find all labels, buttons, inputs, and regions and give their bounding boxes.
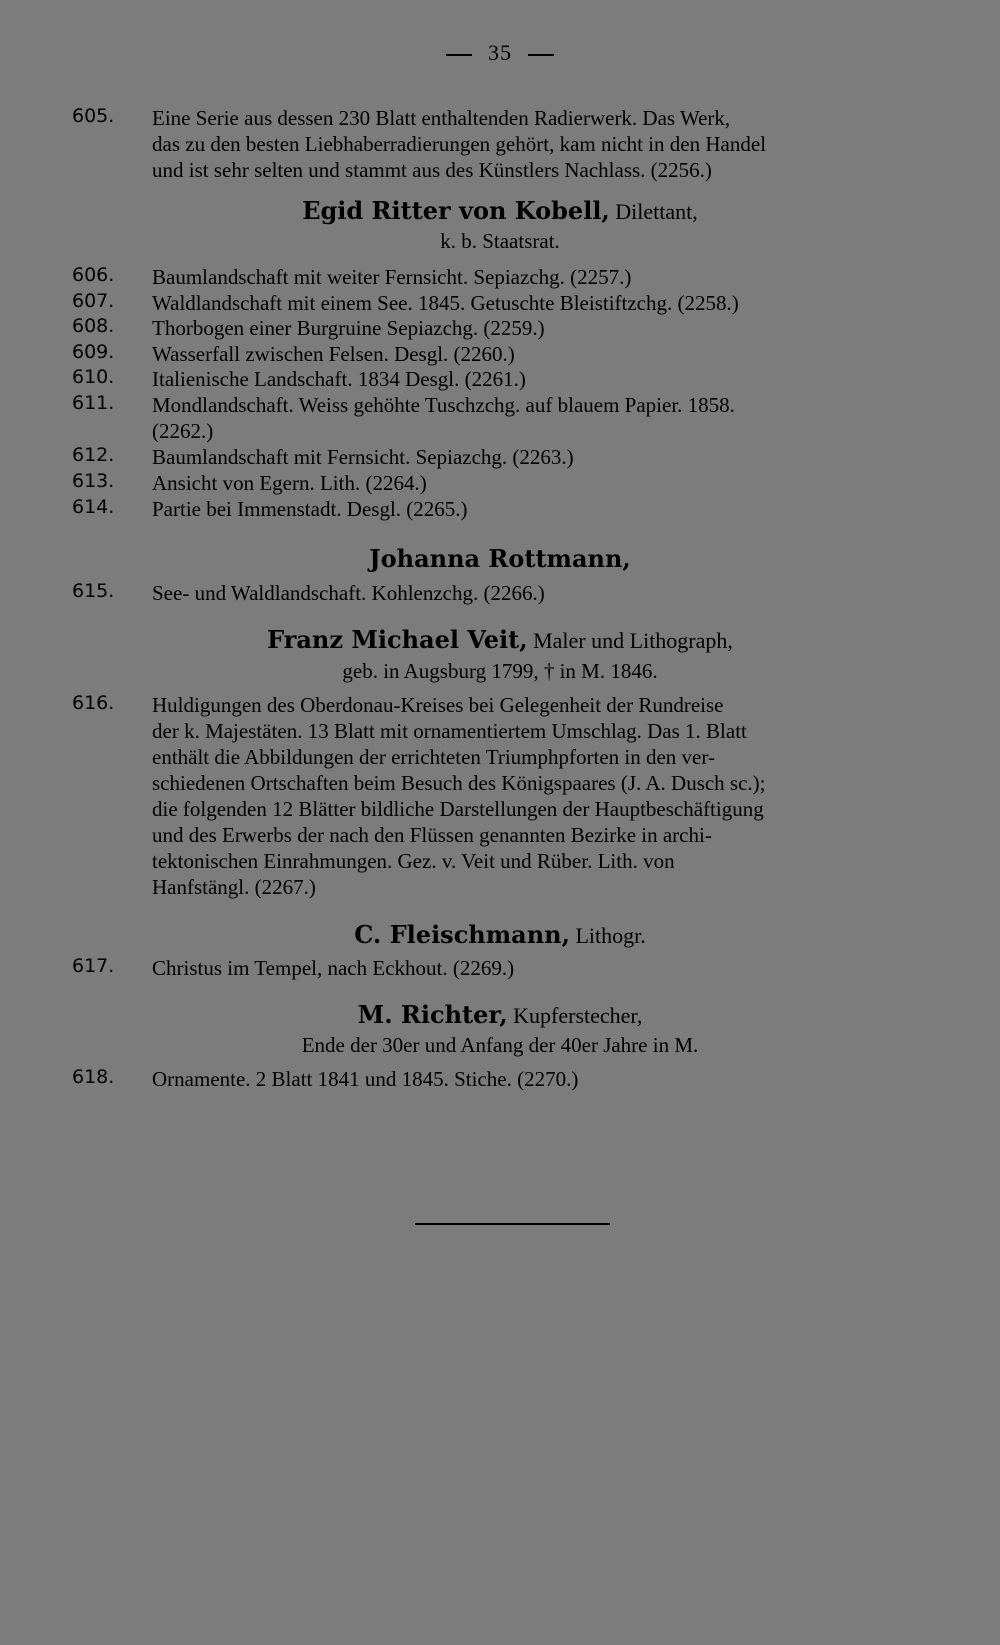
artist-name: Franz Michael Veit, (267, 625, 528, 654)
entry-line: Wasserfall zwischen Felsen. Desgl. (2260.) (152, 342, 515, 366)
entry-line: Baumlandschaft mit weiter Fernsicht. Sepiazchg. (2257.) (152, 265, 632, 289)
dash-right (528, 54, 554, 56)
catalog-entry (72, 392, 942, 444)
entry-line: Hanfstängl. (2267.) (152, 875, 316, 899)
artist-heading (0, 920, 1000, 949)
entry-line: Huldigungen des Oberdonau-Kreises bei Gelegenheit der Rundreise (152, 693, 724, 717)
catalog-entry (72, 580, 942, 606)
entry-line: Baumlandschaft mit Fernsicht. Sepiazchg. (2263.) (152, 445, 574, 469)
catalog-entry (72, 341, 942, 367)
entry-number: 609. (72, 341, 115, 363)
artist-name: M. Richter, (357, 1000, 508, 1029)
entry-number: 611. (72, 392, 115, 414)
entry-line: (2262.) (152, 419, 214, 443)
artist-heading (0, 1000, 1000, 1029)
entry-line: und des Erwerbs der nach den Flüssen genannten Bezirke in archi- (152, 823, 712, 847)
artist-subtitle: Ende der 30er und Anfang der 40er Jahre in M. (301, 1033, 699, 1057)
catalog-entry (72, 496, 942, 522)
entry-line: Ornamente. 2 Blatt 1841 und 1845. Stiche. (2270.) (152, 1067, 579, 1091)
entry-line: und ist sehr selten und stammt aus des Künstlers Nachlass. (2256.) (152, 158, 712, 182)
catalog-entry (72, 105, 942, 183)
catalog-entry (72, 366, 942, 392)
entry-line: Waldlandschaft mit einem See. 1845. Getuschte Bleistiftzchg. (2258.) (152, 291, 739, 315)
page-number: 35 (0, 40, 1000, 66)
entry-line: Christus im Tempel, nach Eckhout. (2269.) (152, 956, 515, 980)
entry-line: Partie bei Immenstadt. Desgl. (2265.) (152, 497, 468, 521)
entry-line: die folgenden 12 Blätter bildliche Darstellungen der Hauptbeschäftigung (152, 797, 764, 821)
catalog-entry (72, 444, 942, 470)
entry-number: 610. (72, 366, 115, 388)
entry-line: der k. Majestäten. 13 Blatt mit ornamentiertem Umschlag. Das 1. Blatt (152, 719, 747, 743)
catalog-entry (72, 692, 942, 900)
catalog-entry (72, 955, 942, 981)
entry-number: 616. (72, 692, 115, 714)
entry-number: 617. (72, 955, 115, 977)
artist-subtitle: k. b. Staatsrat. (440, 229, 560, 253)
entry-line: Italienische Landschaft. 1834 Desgl. (2261.) (152, 367, 526, 391)
catalog-entry (72, 264, 942, 290)
artist-heading (0, 625, 1000, 654)
artist-heading (0, 196, 1000, 225)
artist-role: Lithogr. (575, 923, 646, 948)
entry-number: 614. (72, 496, 115, 518)
artist-name: C. Fleischmann, (354, 920, 570, 949)
dash-left (446, 54, 472, 56)
artist-name: Johanna Rottmann, (369, 544, 631, 573)
artist-subtitle: geb. in Augsburg 1799, † in M. 1846. (342, 659, 658, 683)
catalog-entry (72, 1066, 942, 1092)
catalog-entry (72, 470, 942, 496)
entry-number: 612. (72, 444, 115, 466)
entry-line: das zu den besten Liebhaberradierungen gehört, kam nicht in den Handel (152, 132, 767, 156)
entry-number: 608. (72, 315, 115, 337)
entry-number: 605. (72, 105, 115, 127)
artist-role: Kupferstecher, (513, 1003, 643, 1028)
entry-line: See- und Waldlandschaft. Kohlenzchg. (2266.) (152, 581, 545, 605)
entry-number: 615. (72, 580, 115, 602)
artist-role: Dilettant, (615, 199, 698, 224)
entry-line: enthält die Abbildungen der errichteten Triumphpforten in den ver- (152, 745, 715, 769)
artist-heading (0, 544, 1000, 573)
entry-line: Mondlandschaft. Weiss gehöhte Tuschzchg. auf blauem Papier. 1858. (152, 393, 735, 417)
entry-line: tektonischen Einrahmungen. Gez. v. Veit und Rüber. Lith. von (152, 849, 675, 873)
catalog-entry (72, 290, 942, 316)
entry-number: 607. (72, 290, 115, 312)
artist-name: Egid Ritter von Kobell, (302, 196, 610, 225)
end-rule (415, 1223, 610, 1225)
entry-number: 606. (72, 264, 115, 286)
entry-line: Thorbogen einer Burgruine Sepiazchg. (2259.) (152, 316, 545, 340)
entry-line: Eine Serie aus dessen 230 Blatt enthaltenden Radierwerk. Das Werk, (152, 106, 731, 130)
catalog-entry (72, 315, 942, 341)
entry-number: 613. (72, 470, 115, 492)
artist-role: Maler und Lithograph, (533, 628, 733, 653)
entry-number: 618. (72, 1066, 115, 1088)
entry-line: schiedenen Ortschaften beim Besuch des Königspaares (J. A. Dusch sc.); (152, 771, 766, 795)
entry-line: Ansicht von Egern. Lith. (2264.) (152, 471, 427, 495)
